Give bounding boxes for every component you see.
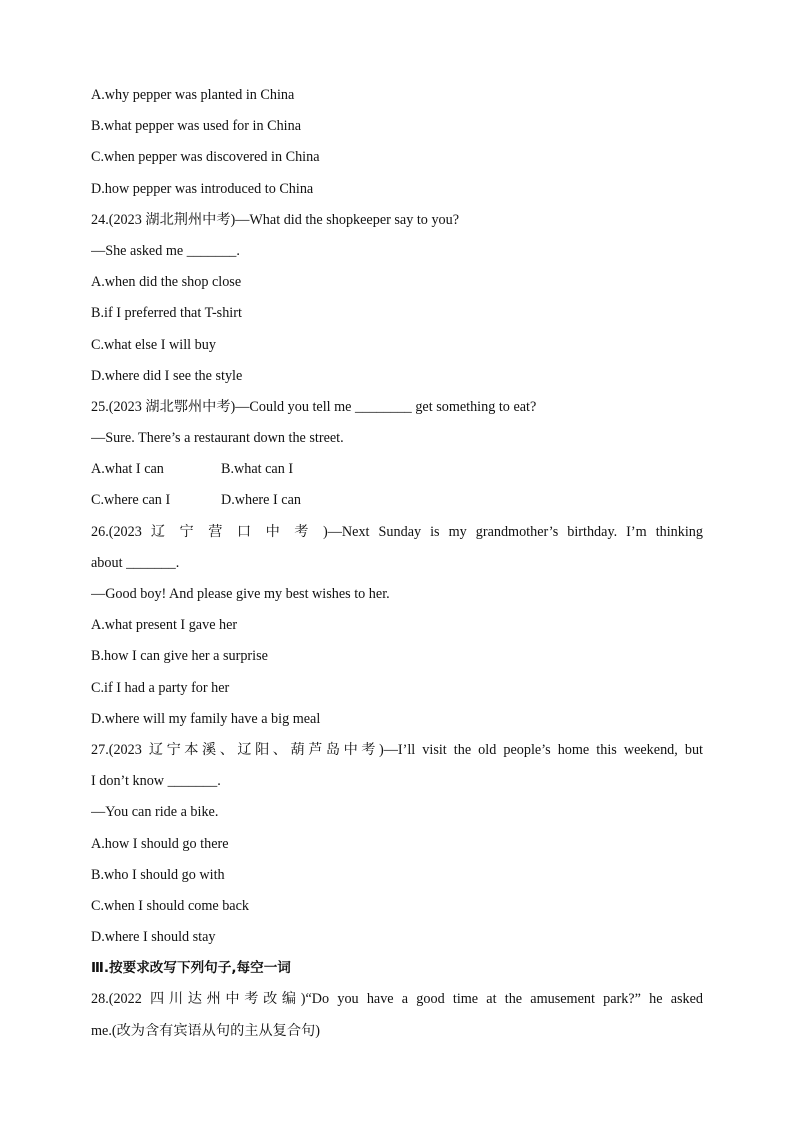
q23-option-a: A.why pepper was planted in China <box>91 87 295 103</box>
q28-stem-continued: me.(改为含有宾语从句的主从复合句) <box>91 1022 320 1039</box>
q24-stem: 24.(2023 湖北荆州中考)—What did the shopkeeper say to you? <box>91 211 460 228</box>
q25-options-row-1 <box>91 454 703 485</box>
q26-option-a: A.what present I gave her <box>91 617 238 634</box>
q27-option-b: B.who I should go with <box>91 866 225 883</box>
q27-option-a: A.how I should go there <box>91 835 229 852</box>
q26-reply: —Good boy! And please give my best wishes to her. <box>91 586 390 602</box>
q25-option-d: D.where I can <box>221 492 301 509</box>
q23-option-d: D.how pepper was introduced to China <box>91 180 314 197</box>
q26-option-b: B.how I can give her a surprise <box>91 648 268 665</box>
section-heading: Ⅲ.按要求改写下列句子,每空一词 <box>91 960 291 977</box>
q25-option-c: C.where can I <box>91 492 171 509</box>
q23-option-c: C.when pepper was discovered in China <box>91 149 320 166</box>
q24-option-a: A.when did the shop close <box>91 274 242 291</box>
q24-option-b: B.if I preferred that T-shirt <box>91 305 242 322</box>
q25-options-row-2 <box>91 485 703 516</box>
q24-reply: —She asked me _______. <box>91 242 240 259</box>
q25-stem: 25.(2023 湖北鄂州中考)—Could you tell me ________ get something to eat? <box>91 398 537 415</box>
q24-option-d: D.where did I see the style <box>91 367 243 384</box>
q25-option-a: A.what I can <box>91 461 164 478</box>
q23-option-b: B.what pepper was used for in China <box>91 118 302 135</box>
document-page <box>91 80 703 1047</box>
q27-stem: 27.(2023 辽宁本溪、辽阳、葫芦岛中考)—I’ll visit the old people’s home this weekend, but <box>91 741 703 758</box>
q26-stem: 26.(2023 辽 宁 营 口 中 考 )—Next Sunday is my grandmother’s birthday. I’m thinking <box>91 523 703 540</box>
q28-stem: 28.(2022 四川达州中考改编)“Do you have a good time at the amusement park?” he asked <box>91 991 703 1008</box>
q25-reply: —Sure. There’s a restaurant down the street. <box>91 430 344 447</box>
q26-stem-continued: about _______. <box>91 554 180 571</box>
q26-option-c: C.if I had a party for her <box>91 679 230 696</box>
q27-reply: —You can ride a bike. <box>91 804 219 821</box>
q25-option-b: B.what can I <box>221 461 294 478</box>
q27-option-c: C.when I should come back <box>91 897 249 914</box>
q24-option-c: C.what else I will buy <box>91 336 216 353</box>
q26-option-d: D.where will my family have a big meal <box>91 710 321 727</box>
q27-option-d: D.where I should stay <box>91 929 216 946</box>
q27-stem-continued: I don’t know _______. <box>91 773 221 790</box>
